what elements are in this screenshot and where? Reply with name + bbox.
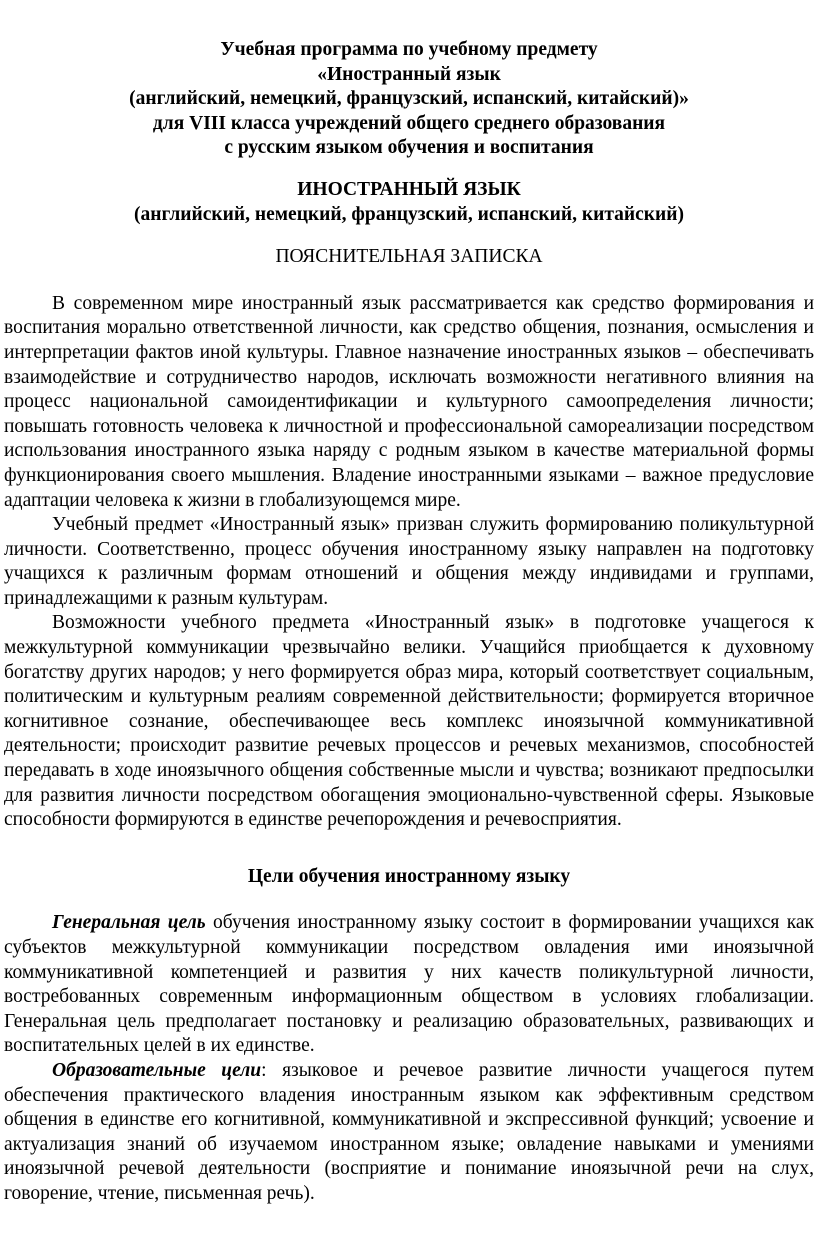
educational-goals-paragraph [4, 1059, 814, 1207]
section-heading: Цели обучения иностранному языку [247, 865, 571, 887]
title-line: Учебная программа по учебному предмету [220, 39, 598, 60]
title-line: (английский, немецкий, французский, испанский, китайский)» [129, 88, 689, 110]
general-goal-paragraph [4, 911, 814, 1059]
explanatory-note-heading: ПОЯСНИТЕЛЬНАЯ ЗАПИСКА [275, 246, 543, 268]
paragraph: В современном мире иностранный язык рассматривается как средство формирования и воспитания морально ответственной личности, как средство общения, познания, осмысления и интерпретации фактов иной культуры. Главное назначение иностранных языков – обеспечивать взаимодействие и сотрудничество народов, исключать возможности негативного влияния на процесс национальной самоидентификации и культурного самоопределения личности; повышать готовность человека к личностной и профессиональной самореализации посредством использования иностранного языка наряду с родным языком в качестве материальной формы функционирования своего мышления. Владение иностранными языками – важное предусловие адаптации человека к жизни в глобализующемся мире. [4, 292, 814, 511]
program-title [4, 38, 814, 161]
paragraph: Возможности учебного предмета «Иностранный язык» в подготовке учащегося к межкультурной коммуникации чрезвычайно велики. Учащийся приобщается к духовному богатству других народов; у него формируется образ мира, который соответствует социальным, политическим и культурным реалиям современной действительности; формируется вторичное когнитивное сознание, обеспечивающее весь комплекс иноязычной коммуникативной деятельности; происходит развитие речевых процессов и речевых механизмов, способностей передавать в ходе иноязычного общения собственные мысли и чувства; возникают предпосылки для развития личности посредством обогащения эмоционально-чувственной сферы. Языковые способности формируются в единстве речепорождения и речевосприятия. [4, 612, 814, 831]
general-goal-text: обучения иностранному языку состоит в формировании учащихся как субъектов межкультурной коммуникации посредством овладения ими иноязычной коммуникативной компетенцией и развития у них качеств поликультурной личности, востребованных современным информационным обществом в условиях глобализации. Генеральная цель предполагает постановку и реализацию образовательных, развивающих и воспитательных целей в их единстве. [4, 912, 814, 1057]
paragraph: Учебный предмет «Иностранный язык» призван служить формированию поликультурной личности. Соответственно, процесс обучения иностранному языку направлен на подготовку учащихся к различным формам отношений и общения между индивидами и группами, принадлежащими к разным культурам. [4, 514, 814, 609]
subject-title [4, 178, 814, 227]
subject-line: ИНОСТРАННЫЙ ЯЗЫК [297, 178, 521, 200]
title-line: для VIII класса учреждений общего среднего образования [152, 112, 666, 134]
title-line: с русским языком обучения и воспитания [224, 137, 594, 159]
title-line: «Иностранный язык [317, 63, 501, 85]
educational-goals-text: : языковое и речевое развитие личности учащегося путем обеспечения практического владения иностранным языком как эффективным средством общения в единстве его когнитивной, коммуникативной и экспрессивной функций; усвоение и актуализация знаний об изучаемом иностранном языке; овладение навыками и умениями иноязычной речевой деятельности (восприятие и понимание иноязычной речи на слух, говорение, чтение, письменная речь). [4, 1059, 814, 1204]
general-goal-lead: Генеральная цель [52, 912, 206, 934]
subject-line: (английский, немецкий, французский, испанский, китайский) [134, 203, 684, 225]
educational-goals-lead: Образовательные цели [52, 1059, 262, 1081]
